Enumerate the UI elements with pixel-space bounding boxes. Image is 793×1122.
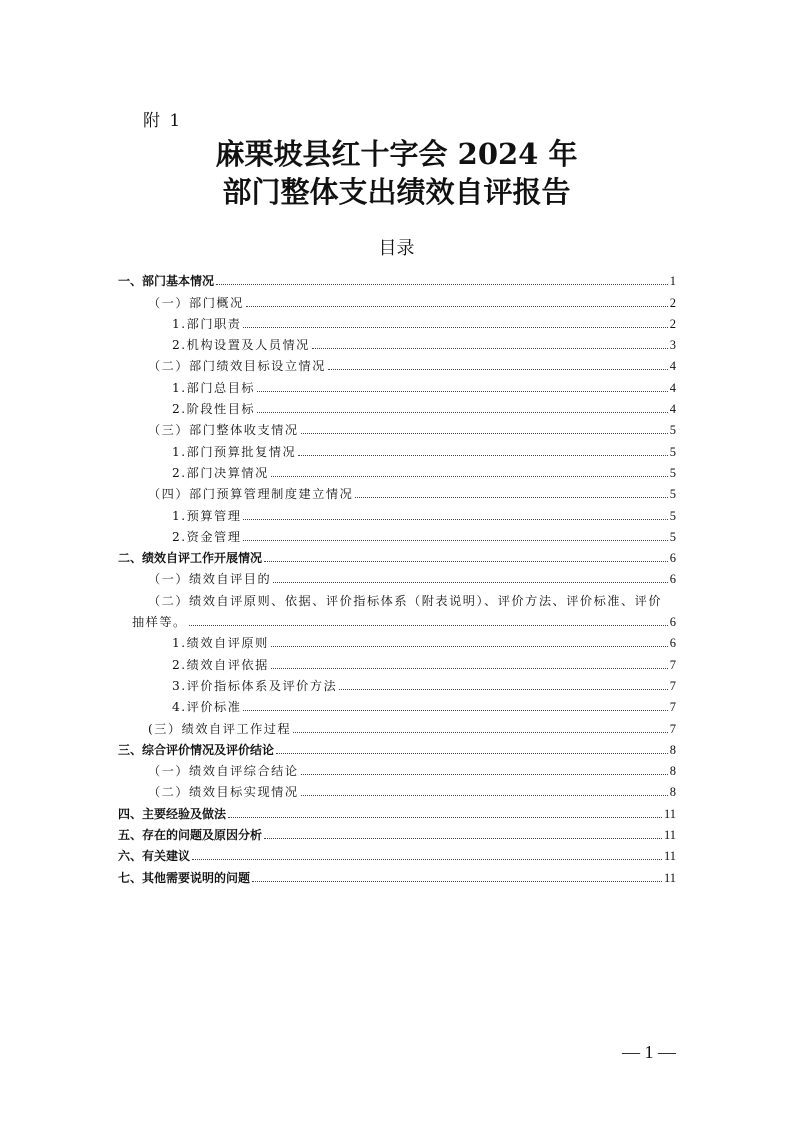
toc-leader-dots — [301, 774, 668, 775]
toc-entry[interactable] — [118, 823, 676, 844]
toc-page-number: 8 — [669, 785, 676, 800]
toc-entry[interactable] — [118, 716, 676, 737]
toc-page-number: 4 — [669, 380, 676, 395]
toc-leader-dots — [271, 646, 668, 647]
toc-entry-label: 二、绩效自评工作开展情况 — [118, 551, 263, 566]
toc-entry[interactable] — [118, 397, 676, 418]
toc-entry[interactable] — [118, 482, 676, 503]
toc-leader-dots — [293, 732, 668, 733]
toc-leader-dots — [264, 561, 668, 562]
toc-entry-label: 2.部门决算情况 — [172, 465, 269, 480]
toc-entry-label: （二）部门绩效目标设立情况 — [148, 359, 326, 374]
page-number: — 1 — — [622, 1042, 676, 1062]
toc-entry[interactable] — [118, 631, 676, 652]
toc-entry-label: 3.评价指标体系及评价方法 — [172, 678, 338, 693]
toc-entry[interactable] — [118, 503, 676, 524]
toc-page-number: 11 — [663, 870, 676, 885]
toc-page-number: 6 — [669, 551, 676, 566]
toc-page-number: 2 — [669, 316, 676, 331]
toc-entry-label: （一）绩效自评目的 — [148, 572, 272, 587]
toc-leader-dots — [271, 476, 668, 477]
toc-page-number: 5 — [669, 444, 676, 459]
toc-entry-label: 一、部门基本情况 — [118, 274, 215, 289]
toc-page-number: 6 — [669, 615, 676, 630]
toc-leader-dots — [298, 455, 668, 456]
toc-entry-label: 七、其他需要说明的问题 — [118, 870, 251, 885]
toc-entry[interactable] — [118, 290, 676, 311]
toc-page-number: 7 — [669, 657, 676, 672]
toc-leader-dots — [339, 689, 668, 690]
toc-page-number: 5 — [669, 423, 676, 438]
toc-leader-dots — [192, 859, 662, 860]
toc-leader-dots — [257, 391, 668, 392]
toc-entry[interactable] — [118, 525, 676, 546]
toc-leader-dots — [246, 306, 668, 307]
toc-page-number: 4 — [669, 359, 676, 374]
toc-entry[interactable] — [118, 312, 676, 333]
toc-leader-dots — [355, 497, 667, 498]
toc-entry[interactable] — [118, 759, 676, 780]
toc-entry-label: 1.部门总目标 — [172, 380, 256, 395]
toc-page-number: 5 — [669, 529, 676, 544]
toc-entry[interactable] — [118, 780, 676, 801]
toc-entry[interactable] — [118, 844, 676, 865]
toc-page-number: 7 — [669, 700, 676, 715]
toc-leader-dots — [243, 540, 667, 541]
table-of-contents — [118, 269, 676, 887]
toc-entry[interactable] — [118, 461, 676, 482]
toc-page-number: 3 — [669, 338, 676, 353]
toc-leader-dots — [243, 710, 667, 711]
toc-leader-dots — [271, 668, 668, 669]
toc-entry-label: 2.阶段性目标 — [172, 402, 256, 417]
toc-leader-dots — [276, 753, 668, 754]
toc-leader-dots — [216, 284, 668, 285]
toc-entry-label: 三、综合评价情况及评价结论 — [118, 742, 275, 757]
toc-page-number: 5 — [669, 508, 676, 523]
toc-entry[interactable] — [118, 801, 676, 822]
toc-entry[interactable] — [118, 610, 676, 631]
toc-entry-label: 六、有关建议 — [118, 849, 191, 864]
toc-entry-label: 2.资金管理 — [172, 529, 242, 544]
toc-page-number: 5 — [669, 465, 676, 480]
toc-entry[interactable] — [118, 546, 676, 567]
toc-page-number: 5 — [669, 487, 676, 502]
toc-page-number: 8 — [669, 764, 676, 779]
toc-leader-dots — [273, 582, 668, 583]
toc-leader-dots — [328, 369, 668, 370]
toc-page-number: 11 — [663, 828, 676, 843]
toc-entry[interactable] — [118, 418, 676, 439]
toc-entry-label: 1.绩效自评原则 — [172, 636, 269, 651]
toc-entry-label: （四）部门预算管理制度建立情况 — [148, 487, 354, 502]
toc-entry[interactable] — [118, 674, 676, 695]
toc-page-number: 6 — [669, 636, 676, 651]
toc-entry-label: 1.预算管理 — [172, 508, 242, 523]
toc-leader-dots — [301, 433, 668, 434]
toc-entry[interactable] — [118, 333, 676, 354]
toc-leader-dots — [252, 881, 662, 882]
toc-entry-label: 抽样等。 — [132, 615, 187, 630]
toc-entry-label: 1.部门职责 — [172, 316, 242, 331]
toc-leader-dots — [264, 838, 662, 839]
toc-entry-label: 4.评价标准 — [172, 700, 242, 715]
toc-leader-dots — [257, 412, 668, 413]
toc-entry-label: 四、主要经验及做法 — [118, 806, 227, 821]
toc-page-number: 11 — [663, 806, 676, 821]
toc-entry[interactable] — [118, 652, 676, 673]
toc-entry[interactable] — [118, 375, 676, 396]
toc-entry-line[interactable]: （二）绩效自评原则、依据、评价指标体系（附表说明）、评价方法、评价标准、评价 — [148, 593, 663, 608]
toc-page-number: 2 — [669, 295, 676, 310]
toc-leader-dots — [189, 625, 668, 626]
toc-heading: 目录 — [378, 238, 415, 259]
toc-entry-label: （一）绩效自评综合结论 — [148, 764, 299, 779]
toc-leader-dots — [243, 327, 667, 328]
toc-entry-label: （一）部门概况 — [148, 295, 244, 310]
toc-leader-dots — [312, 348, 668, 349]
toc-entry-label: 2.绩效自评依据 — [172, 657, 269, 672]
toc-page-number: 6 — [669, 572, 676, 587]
report-title-line-2: 部门整体支出绩效自评报告 — [222, 175, 571, 209]
attachment-label: 附 1 — [143, 111, 183, 131]
toc-entry[interactable] — [118, 354, 676, 375]
toc-leader-dots — [301, 795, 668, 796]
toc-entry-label: 五、存在的问题及原因分析 — [118, 828, 263, 843]
toc-page-number: 7 — [669, 721, 676, 736]
toc-entry[interactable] — [118, 865, 676, 886]
toc-page-number: 4 — [669, 402, 676, 417]
toc-leader-dots — [243, 519, 667, 520]
toc-page-number: 11 — [663, 849, 676, 864]
toc-entry-label: （二）绩效目标实现情况 — [148, 785, 299, 800]
toc-entry[interactable] — [118, 269, 676, 290]
toc-entry-label: （三）部门整体收支情况 — [148, 423, 299, 438]
toc-entry[interactable] — [118, 738, 676, 759]
report-title-line-1: 麻栗坡县红十字会 2024 年 — [215, 137, 578, 171]
toc-entry-label: (三）绩效自评工作过程 — [148, 721, 292, 736]
toc-page-number: 1 — [669, 274, 676, 289]
toc-entry[interactable] — [118, 439, 676, 460]
toc-entry[interactable] — [118, 695, 676, 716]
toc-page-number: 8 — [669, 742, 676, 757]
toc-entry[interactable] — [118, 567, 676, 588]
toc-entry-label: 1.部门预算批复情况 — [172, 444, 297, 459]
toc-entry-label: 2.机构设置及人员情况 — [172, 338, 310, 353]
toc-leader-dots — [228, 817, 662, 818]
toc-page-number: 7 — [669, 678, 676, 693]
